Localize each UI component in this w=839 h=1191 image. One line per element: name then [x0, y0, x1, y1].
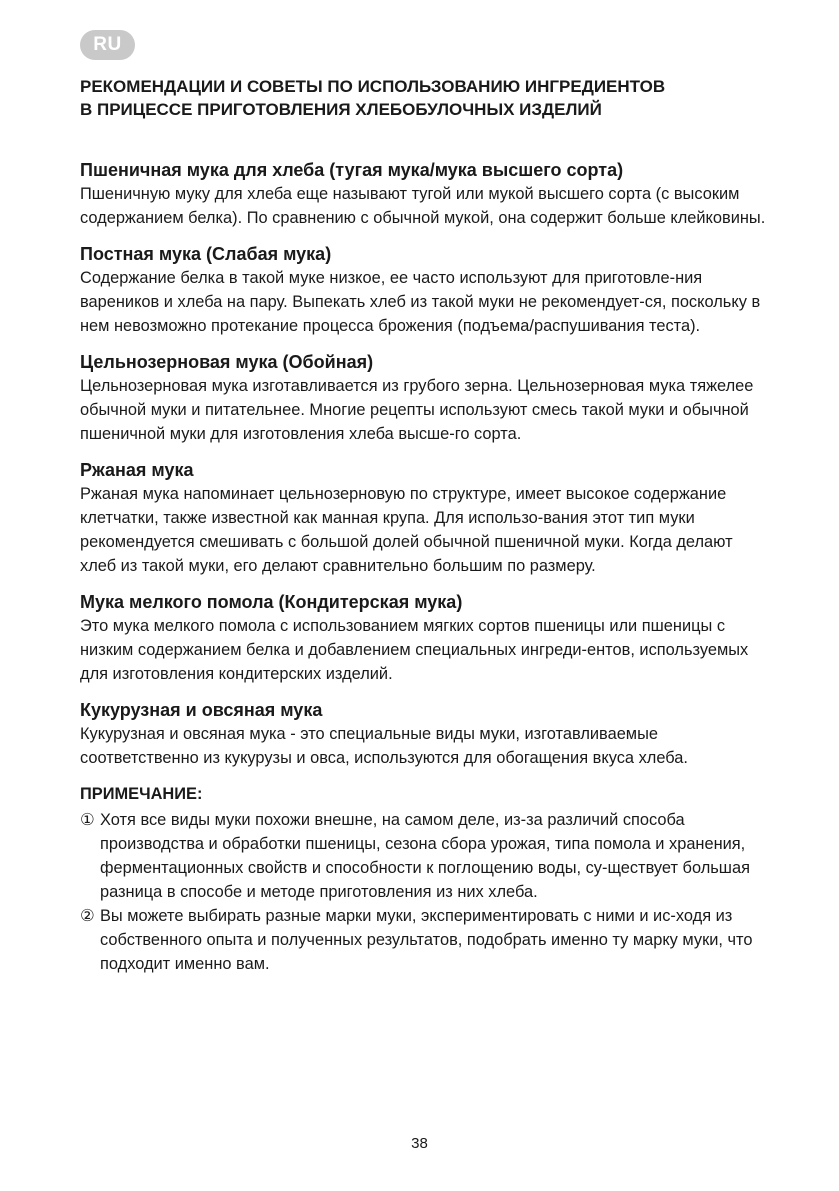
- section-body: Ржаная мука напоминает цельнозерновую по структуре, имеет высокое содержание клетчатки, также известной как манная крупа. Для использо-вания этот тип муки рекомендуется смешивать с большой долей обычной пшеничной муки. Когда делают хлеб из такой муки, его делают сравнительно большим по размеру.: [80, 485, 733, 575]
- note-item-text: Хотя все виды муки похожи внешне, на самом деле, из-за различий способа производства и обработки пшеницы, сезона сбора урожая, типа помола и хранения, ферментационных свойств и способности к поглощению воды, су-ществует большая разница в способе и методе приготовления из них хлеба.: [100, 811, 750, 901]
- section-heading: Ржаная мука: [80, 460, 194, 480]
- section-body: Цельнозерновая мука изготавливается из грубого зерна. Цельнозерновая мука тяжелее обычной муки и питательнее. Многие рецепты используют смесь такой муки и обычной пшеничной муки для изготовления хлеба высше-го сорта.: [80, 377, 754, 443]
- page-title-line-2: В ПРИЦЕССЕ ПРИГОТОВЛЕНИЯ ХЛЕБОБУЛОЧНЫХ ИЗДЕЛИЙ: [80, 100, 602, 119]
- section-weak-flour: [80, 242, 770, 338]
- note-block: [80, 782, 770, 976]
- section-heading: Постная мука (Слабая мука): [80, 244, 332, 264]
- note-item: [80, 904, 770, 976]
- section-body: Кукурузная и овсяная мука - это специальные виды муки, изготавливаемые соответственно из кукурузы и овса, используются для обогащения вкуса хлеба.: [80, 725, 688, 767]
- circled-number-2-icon: ②: [80, 907, 95, 925]
- section-bread-flour: [80, 158, 770, 230]
- page-title: [80, 75, 770, 121]
- section-heading: Мука мелкого помола (Кондитерская мука): [80, 592, 463, 612]
- note-heading: ПРИМЕЧАНИЕ:: [80, 785, 203, 803]
- section-rye-flour: [80, 458, 770, 578]
- section-body: Содержание белка в такой муке низкое, ее часто используют для приготовле-ния вареников и хлеба на пару. Выпекать хлеб из такой муки не рекомендует-ся, поскольку в нем невозможно протекание процесса брожения (подъема/распушивания теста).: [80, 269, 761, 335]
- circled-number-1-icon: ①: [80, 811, 95, 829]
- section-wholegrain-flour: [80, 350, 770, 446]
- section-heading: Пшеничная мука для хлеба (тугая мука/мука высшего сорта): [80, 160, 624, 180]
- section-pastry-flour: [80, 590, 770, 686]
- section-body: Пшеничную муку для хлеба еще называют тугой или мукой высшего сорта (с высоким содержанием белка). По сравнению с обычной мукой, она содержит больше клейковины.: [80, 185, 766, 227]
- note-item-text: Вы можете выбирать разные марки муки, экспериментировать с ними и ис-ходя из собственного опыта и полученных результатов, подобрать именно ту марку муки, что подходит именно вам.: [100, 907, 753, 973]
- language-badge: RU: [80, 30, 135, 60]
- page-number: 38: [411, 1135, 428, 1152]
- document-content: [80, 75, 770, 976]
- note-item: [80, 808, 770, 904]
- note-list: [80, 808, 770, 976]
- section-body: Это мука мелкого помола с использованием мягких сортов пшеницы или пшеницы с низким содержанием белка и добавлением специальных ингреди-ентов, используемых для изготовления кондитерских изделий.: [80, 617, 749, 683]
- section-corn-oat-flour: [80, 698, 770, 770]
- page-title-line-1: РЕКОМЕНДАЦИИ И СОВЕТЫ ПО ИСПОЛЬЗОВАНИЮ ИНГРЕДИЕНТОВ: [80, 77, 666, 96]
- section-heading: Кукурузная и овсяная мука: [80, 700, 323, 720]
- section-heading: Цельнозерновая мука (Обойная): [80, 352, 374, 372]
